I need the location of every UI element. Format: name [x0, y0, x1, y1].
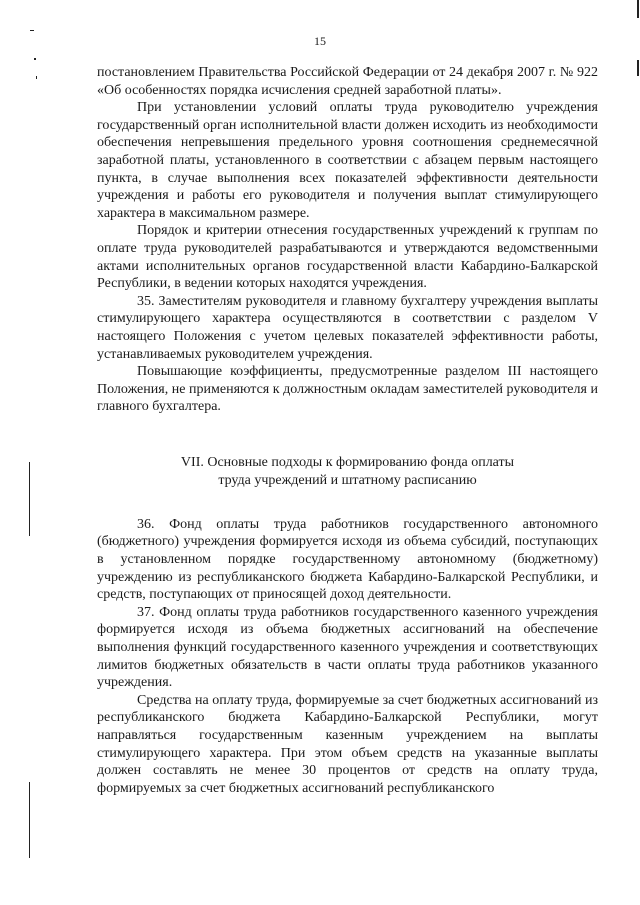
page-number: 15	[314, 34, 326, 48]
paragraph-item-37: 37. Фонд оплаты труда работников государственного казенного учреждения формируется исходя из объема бюджетных ассигнований на обеспечение выполнения функций государственного казенного учреждения и соответствующих лимитов бюджетных обязательств в части оплаты труда работников указанного учреждения.	[97, 604, 598, 691]
section-heading-line-1: VII. Основные подходы к формированию фонда оплаты	[180, 454, 515, 470]
scan-mark-left-top	[30, 30, 34, 31]
scan-mark-left-bar2	[29, 782, 30, 858]
paragraph-grouping-criteria: Порядок и критерии отнесения государственных учреждений к группам по оплате труда руководителей разрабатываются и утверждаются ведомственными актами исполнительных органов государственной власти Кабардино-Балкарской Республики, в ведении которых находятся учреждения.	[97, 223, 598, 292]
scan-mark-left-bar1	[29, 462, 30, 536]
paragraph-funds-allocation: Средства на оплату труда, формируемые за счет бюджетных ассигнований из республиканского бюджета Кабардино-Балкарской Республики, могут направляться государственным казенным учреждением на выплаты стимулирующего характера. При этом объем средств на указанные выплаты должен составлять не менее 30 процентов от средств на оплату труда, формируемых за счет бюджетных ассигнований республиканского	[97, 692, 598, 796]
paragraph-item-36: 36. Фонд оплаты труда работников государственного автономного (бюджетного) учреждения формируется исходя из объема субсидий, поступающих в установленном порядке государственному автономному (бюджетному) учреждению из республиканского бюджета Кабардино-Балкарской Республики, и средств, поступающих от приносящей доход деятельности.	[97, 516, 598, 603]
scan-mark-right-top	[637, 0, 639, 18]
scan-mark-left-dot2	[36, 76, 37, 79]
scan-mark-left-dot	[34, 58, 36, 60]
section-heading	[97, 454, 598, 490]
paragraph-item-35: 35. Заместителям руководителя и главному бухгалтеру учреждения выплаты стимулирующего характера осуществляются в соответствии с разделом V настоящего Положения с учетом целевых показателей эффективности работы, устанавливаемых руководителем учреждения.	[97, 293, 598, 362]
paragraph-coefficients: Повышающие коэффициенты, предусмотренные разделом III настоящего Положения, не применяются к должностным окладам заместителей руководителя и главного бухгалтера.	[97, 364, 598, 415]
document-body	[97, 64, 598, 797]
paragraph-head-salary-conditions: При установлении условий оплаты труда руководителю учреждения государственный орган исполнительной власти должен исходить из необходимости обеспечения непревышения предельного уровня соотношения среднемесячной заработной платы, установленного в соответствии с абзацем первым настоящего пункта, в случае выполнения всех показателей эффективности деятельности учреждения и работы его руководителя и получения выплат стимулирующего характера в максимальном размере.	[97, 100, 598, 221]
section-heading-line-2: труда учреждений и штатному расписанию	[218, 472, 477, 488]
scan-mark-right-mid	[637, 60, 639, 76]
paragraph-continuation: постановлением Правительства Российской Федерации от 24 декабря 2007 г. № 922 «Об особенностях порядка исчисления средней заработной платы».	[97, 65, 598, 98]
